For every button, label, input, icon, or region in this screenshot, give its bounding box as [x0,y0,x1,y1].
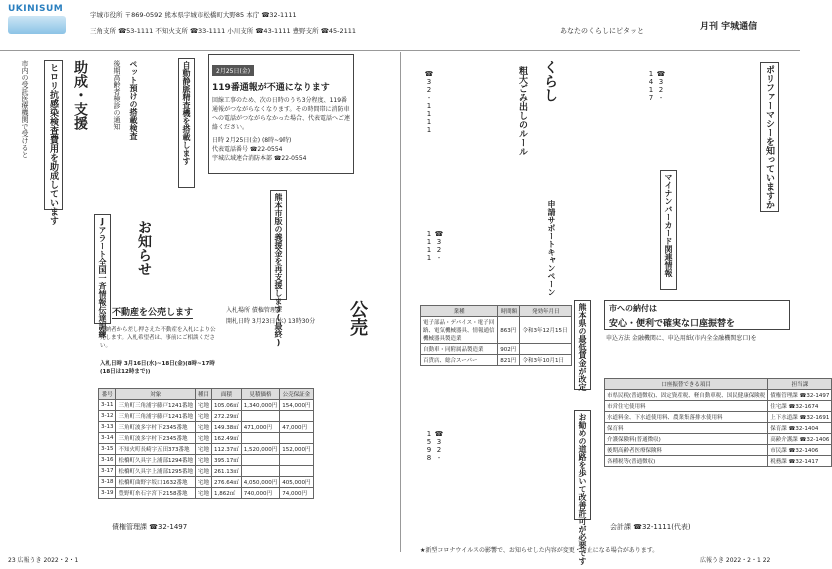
table-cell: 市民課 ☎32-1406 [768,445,832,456]
table-cell: 740,000円 [241,488,280,499]
table-cell [280,466,313,477]
notice-119-title: 119番通報が不通になります [212,83,330,93]
table-cell: 市県民税(普通徴収)、固定資産税、軽自動車税、国民健康保険税 [605,390,768,401]
tax-banner-box [604,300,790,330]
table-cell: 宅地 [195,488,211,499]
table-cell: 令和3年12月15日 [520,317,572,344]
table-cell [280,455,313,466]
mynumber-sub: 申請サポートキャンペーン [547,200,556,296]
table-cell [241,455,280,466]
table-cell: 宅地 [195,477,211,488]
table-cell: 自動車・同附属品製造業 [421,344,498,355]
table-header: 時間額 [498,306,520,317]
table-cell: 保育課 ☎32-1404 [768,423,832,434]
notice-item1-title: Jアラート全国一斉情報伝達訓練 [94,214,111,324]
table-cell: 405,000円 [280,477,313,488]
auction-row [99,477,314,488]
notice-119-tel: 代表電話番号 ☎22-0554 [212,146,283,153]
tax-table [604,378,832,467]
table-cell: 105.06㎡ [212,400,242,411]
auction-contact: 債権管理課 ☎32-1497 [112,523,188,531]
mynumber-title: マイナンバーカード関連情報 [660,170,677,290]
auction-table [98,388,314,499]
table-cell: 宅地 [195,433,211,444]
table-cell: 4,050,000円 [241,477,280,488]
bottom-note: ★新型コロナウイルスの影響で、お知らせした内容が変更・中止になる場合があります。 [420,547,659,554]
table-cell: 松橋町久具字上浦部1295番地 [116,466,196,477]
auction-period: 入札日時 3月16日(水)~18日(金)(8時~17時(18日は12時まで)) [100,361,215,375]
table-header: 見積価格 [241,389,280,400]
table-cell: 149.38㎡ [212,422,242,433]
tax-banner2: 安心・便利で確実な口座振替を [609,319,736,329]
wage-table [420,305,572,366]
auction-row [99,444,314,455]
auction-title: 不動産を公売します [112,305,193,319]
table-header: 発効年月日 [520,306,572,317]
permit-title: お勧めの道路を歩いて改善許可が必要です [574,410,591,520]
garbage-title: くらし [542,60,558,102]
wage-title: 熊本県の最低賃金が改定 [574,300,591,390]
permit-tel: ☎32-1598 [425,430,443,462]
table-cell: 863円 [498,317,520,344]
tax-banner: 市への納付は [609,304,657,313]
table-cell: 3-12 [99,411,116,422]
table-cell: 水道料金、下水道使用料、農業集落排水使用料 [605,412,768,423]
table-cell [241,433,280,444]
logo [8,4,68,44]
tax-row [605,390,832,401]
table-cell: 介護保険料(普通徴収) [605,434,768,445]
notice-119-contact: 宇城広域連合消防本部 ☎22-0554 [212,155,307,162]
auction-row [99,488,314,499]
auction-place: 入札場所 債権管理課 [226,307,282,314]
tax-row [605,423,832,434]
auction-row [99,400,314,411]
table-cell: 1,862㎡ [212,488,242,499]
notice-119-time: 日時 2月25日(金) (8時~9時) [212,137,292,144]
table-cell: 上下水道課 ☎32-1691 [768,412,832,423]
table-cell: 1,340,000円 [241,400,280,411]
table-cell: 令和3年10月1日 [520,355,572,366]
table-cell: 豊野町糸石字宮下2158番地 [116,488,196,499]
subsidy-item1-title: ヒロリ抗感染検査費用を助成しています [44,60,63,210]
table-cell: 宅地 [195,411,211,422]
tax-row [605,445,832,456]
footer-right: 広報うき 2022・2・1 22 [700,557,771,564]
pollen-tel: ☎32-1417 [647,70,665,102]
publication-title: 月刊 宇城通信 [700,22,758,32]
table-cell: 宅地 [195,422,211,433]
table-cell: 市営住宅使用料 [605,401,768,412]
table-header: 番号 [99,389,116,400]
table-header: 対象 [116,389,196,400]
tax-row [605,401,832,412]
table-cell [280,411,313,422]
table-cell: 宅地 [195,466,211,477]
tax-row [605,412,832,423]
garbage-sub: 粗大ごみ出しのルール [517,66,527,156]
notice-119-date: 2月25日(金) [212,65,254,76]
table-cell: 3-19 [99,488,116,499]
table-header: 担当課 [768,379,832,390]
tagline: あなたのくらしにピタッと [560,27,644,35]
table-cell: 1,520,000円 [241,444,280,455]
notice-119-box [208,54,354,174]
table-cell: 不知火町長崎字五田373番地 [116,444,196,455]
auction-row [99,422,314,433]
table-header: 面積 [212,389,242,400]
footer-left: 23 広報うき 2022・2・1 [8,557,79,564]
page-divider [400,52,401,552]
table-cell: 3-15 [99,444,116,455]
table-cell: 74,000円 [280,488,313,499]
table-cell [241,466,280,477]
notice-119-body: 回線工事のため、次の日時のうち3分程度、119番通報がつながらなくなります。その時間帯に消防車への電話がつながらなかった場合、代表電話へご連絡ください。 [212,97,351,131]
table-cell: 宅地 [195,400,211,411]
logo-wave-icon [8,16,66,34]
header-bar [0,0,800,51]
mynumber-tel: ☎32-1111 [425,230,443,262]
table-cell: 3-16 [99,455,116,466]
garbage-tel: ☎32-1111 [425,70,433,134]
subsidy-item3-body: 後期高齢者検診の通知 [113,60,121,130]
table-cell: 3-13 [99,422,116,433]
table-cell: 百貨店、総合スーパー [421,355,498,366]
table-cell: 三角町波多字村下2345番地 [116,433,196,444]
table-cell: 821円 [498,355,520,366]
auction-intro: 滞納者から差し押さえた不動産を入札により公売します。入札希望者は、事前にご相談ください。 [100,327,216,349]
table-cell: 272.29㎡ [212,411,242,422]
contact-line-1: 宇城市役所 〒869-0592 熊本県宇城市松橋町大野85 本庁 ☎32-1111 [90,11,297,19]
table-cell: 3-11 [99,400,116,411]
table-cell: 3-18 [99,477,116,488]
wage-row [421,344,572,355]
tax-row [605,434,832,445]
table-cell: 住宅課 ☎32-1674 [768,401,832,412]
table-cell: 3-17 [99,466,116,477]
auction-row [99,433,314,444]
contact-line-2: 三角支所 ☎53-1111 不知火支所 ☎33-1111 小川支所 ☎43-1111 豊野支所 ☎45-2111 [90,27,356,35]
table-cell: 債権管理課 ☎32-1497 [768,390,832,401]
auction-row [99,411,314,422]
tax-contact: 会計課 ☎32-1111(代表) [610,523,691,531]
table-cell: 154,000円 [280,400,313,411]
tax-method: 申込方法 金融機関に、申込用紙(市内全金融機関窓口)を [606,335,757,342]
table-cell: 三角町波多字村下2345番地 [116,422,196,433]
section-subsidy-title: 助成・支援 [72,60,88,130]
table-cell: 471,000円 [241,422,280,433]
wage-row [421,317,572,344]
auction-open: 開札日時 3月23日(水) 13時30分 [226,318,316,325]
auction-row [99,455,314,466]
table-cell: 47,000円 [280,422,313,433]
table-cell: 152,000円 [280,444,313,455]
auction-row [99,466,314,477]
table-cell: 松橋町久具字上浦部1294番地 [116,455,196,466]
subsidy-item2-title: 自動静脈精査機を搭載します [178,58,195,188]
subsidy-item3-title: ペット預けの搭載検査 [129,60,138,140]
table-cell: 電子部品・デバイス・電子回路、電気機械器具、情報通信機械器具製造業 [421,317,498,344]
table-cell [280,433,313,444]
subsidy-item1-body: 市内の受託医療機関で受けると [21,60,29,158]
table-cell: 902円 [498,344,520,355]
table-cell: 税務課 ☎32-1417 [768,456,832,467]
wage-row [421,355,572,366]
table-header: 口座振替できる項目 [605,379,768,390]
table-cell: 112.37㎡ [212,444,242,455]
table-header: 種目 [195,389,211,400]
notice-item2-title: 熊本市版の義援金を再支援します(最終) [270,190,287,300]
table-cell: 3-14 [99,433,116,444]
table-cell: 高齢介護課 ☎32-1406 [768,434,832,445]
table-cell: 三角町三角浦字藤戸1241番地 [116,400,196,411]
table-cell: 保育料 [605,423,768,434]
table-cell: 276.64㎡ [212,477,242,488]
table-header: 業種 [421,306,498,317]
brand-name: UKINISUM [8,4,64,14]
table-cell: 162.49㎡ [212,433,242,444]
pollen-title: ポリファーマシーを知っていますか [760,62,779,212]
table-cell: 261.13㎡ [212,466,242,477]
table-cell: 三角町三角浦字藤戸1241番地 [116,411,196,422]
table-cell: 395.17㎡ [212,455,242,466]
auction-vertical-title: 公売 [347,300,368,336]
table-cell: 後期高齢者医療保険料 [605,445,768,456]
table-cell: 宅地 [195,455,211,466]
table-cell: 松橋町曲野字坂口1632番地 [116,477,196,488]
section-notice-title: お知らせ [136,220,152,276]
table-cell [520,344,572,355]
table-cell: 宅地 [195,444,211,455]
table-cell [241,411,280,422]
table-cell: 各種税等(普通徴収) [605,456,768,467]
table-header: 公売保証金 [280,389,313,400]
tax-row [605,456,832,467]
